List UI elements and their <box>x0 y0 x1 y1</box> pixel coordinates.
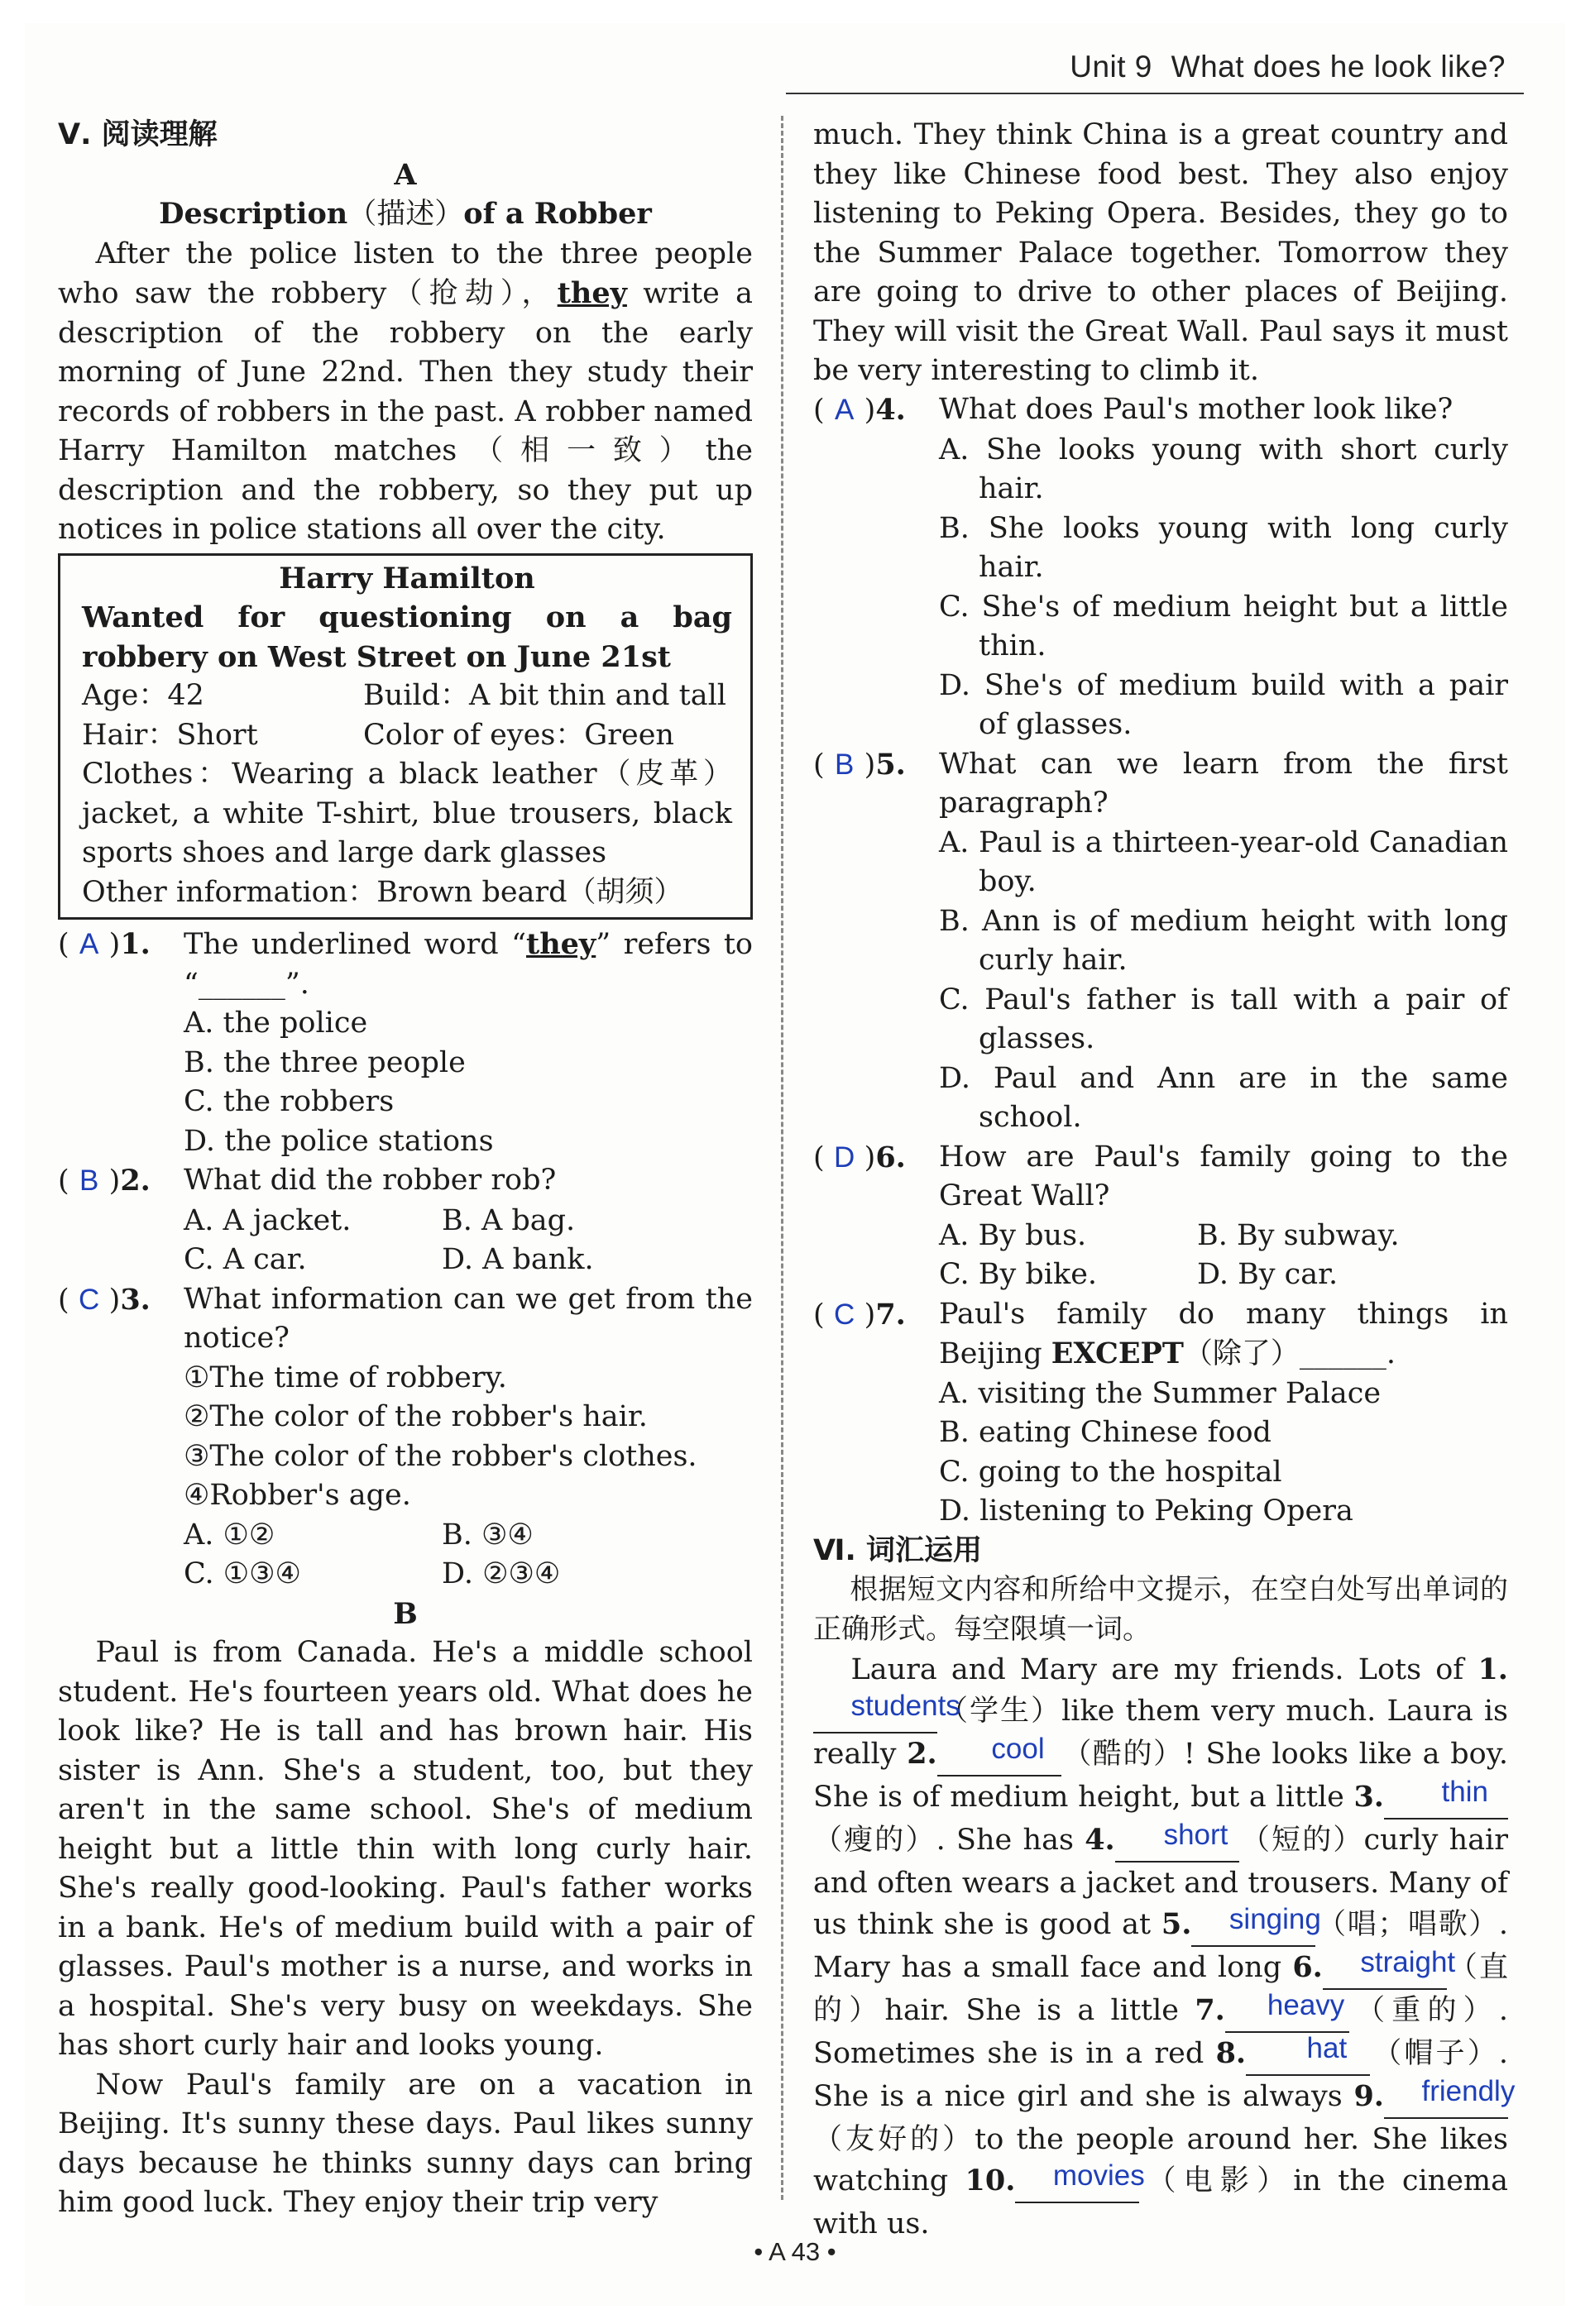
blank-number: 4. <box>1085 1823 1115 1857</box>
option: A. She looks young with short curly hair. <box>939 433 1508 505</box>
vocab-text: （直的）hair. She is a little <box>813 1951 1508 2027</box>
right-column <box>813 116 1516 2245</box>
answer-text: singing <box>1228 1903 1321 1935</box>
answer-3: C <box>79 1283 100 1316</box>
vocab-text: （友好的）to the people around her. She likes watching <box>813 2123 1508 2197</box>
option: A. visiting the Summer Palace <box>939 1376 1382 1410</box>
question-number: 4. <box>875 393 906 427</box>
vocab-text: （重的）. Sometimes she is in a red <box>813 1994 1508 2070</box>
question-2 <box>58 1161 753 1202</box>
notice-build: Build：A bit thin and tall <box>363 679 726 712</box>
notice-row-1 <box>82 677 732 716</box>
option: C. By bike. <box>939 1258 1098 1291</box>
option: C. A car. <box>184 1243 307 1276</box>
unit-label: Unit 9 <box>1070 50 1152 84</box>
answer-5: B <box>834 748 855 781</box>
vocab-text: （帽子）. She is a nice girl and she is always <box>813 2037 1508 2113</box>
option: D. the police stations <box>184 1124 494 1158</box>
notice-other: Other information：Brown beard（胡须） <box>82 875 683 909</box>
page-number: • A 43 • <box>754 2237 836 2266</box>
blank-5[interactable] <box>1191 1903 1321 1947</box>
answer-text: thin <box>1441 1776 1488 1808</box>
info-item: ③The color of the robber's clothes. <box>184 1439 697 1473</box>
title-cn: （描述） <box>347 198 464 231</box>
answer-bracket: ( B )2. <box>58 1161 184 1202</box>
question-number: 7. <box>875 1297 906 1332</box>
option-row <box>58 1516 753 1556</box>
option: C. Paul's father is tall with a pair of glasses. <box>939 983 1508 1055</box>
passage-b-label: B <box>393 1596 418 1631</box>
vocab-text: （瘦的）. She has <box>813 1824 1074 1857</box>
passage-a-text-2: write a description of the robbery on the early morning of June 22nd. Then they study their records of robbers in the past. A robber named Harry Hamilton matches（相一致）the description and the robbery, so they put up notices in police stations all over the city. <box>58 277 754 546</box>
question-number: 1. <box>120 927 151 961</box>
option-row <box>58 1202 753 1241</box>
unit-title: What does he look like? <box>1171 50 1506 84</box>
options <box>813 824 1508 1138</box>
title-rest: of a Robber <box>463 197 652 231</box>
answer-4: A <box>834 394 855 426</box>
answer-text: short <box>1163 1819 1228 1851</box>
passage-b-paragraph-1: Paul is from Canada. He's a middle school student. He's fourteen years old. What does he look like? He is tall and has brown hair. His sister is Ann. She's a student, too, but they aren't in the same school. She's of medium height but a little thin with long curly hair. She's really good-looking. Paul's father works in a bank. He's of medium build with a pair of glasses. Paul's mother is a nurse, and works in a hospital. She's very busy on weekdays. She has short curly hair and looks young. <box>58 1636 753 2062</box>
answer-bracket: ( C )7. <box>813 1295 939 1375</box>
vocab-text: （短的）curly hair and often wears a jacket and trousers. Many of us think she is good at <box>813 1824 1508 1941</box>
option: D. listening to Peking Opera <box>939 1494 1353 1528</box>
question-number: 6. <box>875 1140 906 1174</box>
q7-text-a: Paul's family do many things in Beijing <box>939 1297 1508 1370</box>
option: A. ①② <box>184 1518 275 1552</box>
option: D. A bank. <box>442 1243 594 1276</box>
notice-eyes: Color of eyes：Green <box>363 718 674 752</box>
option: C. She's of medium height but a little thin. <box>939 590 1508 662</box>
option: B. ③④ <box>442 1518 534 1552</box>
answer-bracket: ( A )4. <box>813 390 939 431</box>
answer-bracket: ( A )1. <box>58 925 184 1004</box>
option: D. By car. <box>1197 1258 1339 1291</box>
question-6 <box>813 1138 1508 1217</box>
question-text <box>184 925 753 1004</box>
option: A. A jacket. <box>184 1203 352 1237</box>
option: B. By subway. <box>1197 1218 1400 1252</box>
notice-wanted: Wanted for questioning on a bag robbery on West Street on June 21st <box>82 600 732 674</box>
question-text: How are Paul's family going to the Great Wall? <box>939 1140 1508 1212</box>
blank-number: 10. <box>965 2164 1016 2197</box>
blank-number: 7. <box>1195 1993 1225 2027</box>
answer-2: B <box>79 1164 99 1197</box>
q1-text-a: The underlined word “ <box>184 928 527 961</box>
running-header <box>1060 50 1506 84</box>
section-6-instructions: 根据短文内容和所给中文提示，在空白处写出单词的正确形式。每空限填一词。 <box>813 1573 1508 1646</box>
option-row <box>813 1255 1508 1295</box>
vocab-text: （电影）in the cinema with us. <box>813 2164 1508 2240</box>
option: A. Paul is a thirteen-year-old Canadian boy. <box>939 825 1508 898</box>
question-text: What did the robber rob? <box>184 1164 557 1197</box>
option: C. the robbers <box>184 1085 395 1118</box>
section-6-title: Ⅵ. 词汇运用 <box>813 1533 982 1567</box>
passage-b-paragraph-2: Now Paul's family are on a vacation in Beijing. It's sunny these days. Paul likes sunny days because he thinks sunny days can bring him good luck. They enjoy their trip very <box>58 2068 753 2219</box>
option: A. the police <box>184 1007 368 1040</box>
answer-bracket: ( C )3. <box>58 1280 184 1359</box>
question-4 <box>813 390 1508 431</box>
header-rule <box>786 93 1524 94</box>
option-row <box>813 1217 1508 1256</box>
passage-a-paragraph <box>58 235 753 550</box>
answer-text: movies <box>1052 2159 1145 2192</box>
answer-text: straight <box>1360 1946 1456 1978</box>
notice-row-2 <box>82 716 732 756</box>
question-text: What does Paul's mother look like? <box>939 393 1454 426</box>
question-text <box>939 1295 1508 1375</box>
passage-b-continued <box>813 116 1508 390</box>
question-text: What information can we get from the notice? <box>184 1282 753 1355</box>
option: A. By bus. <box>939 1218 1087 1252</box>
underlined-word: they <box>557 276 627 310</box>
blank-1[interactable] <box>813 1690 960 1733</box>
answer-6: D <box>834 1140 855 1174</box>
info-item: ④Robber's age. <box>184 1479 411 1512</box>
question-3 <box>58 1280 753 1359</box>
blank-6[interactable] <box>1323 1946 1456 1990</box>
q7-except: EXCEPT <box>1051 1337 1184 1370</box>
option: D. She's of medium build with a pair of glasses. <box>939 668 1508 741</box>
vocab-text: （酷的）! She looks like a boy. She is of medium height, but a little <box>813 1738 1508 1814</box>
notice-name: Harry Hamilton <box>279 561 535 595</box>
q1-text-b: ” refers to “______”. <box>184 928 754 1001</box>
blank-number: 3. <box>1353 1780 1384 1814</box>
option: B. the three people <box>184 1045 466 1079</box>
answer-text: heavy <box>1267 1989 1345 2021</box>
blank-number: 6. <box>1292 1950 1323 1984</box>
answer-text: friendly <box>1421 2075 1516 2107</box>
passage-b-continued-text: much. They think China is a great country and they like Chinese food best. They also enjoy listening to Peking Opera. Besides, they go to the Summer Palace together. Tomorrow they are going to drive to other places of Beijing. They will visit the Great Wall. Paul says it must be very interesting to climb it. <box>813 118 1508 387</box>
answer-bracket: ( D )6. <box>813 1138 939 1217</box>
blank-2[interactable] <box>937 1733 1061 1776</box>
option: B. A bag. <box>442 1203 576 1237</box>
blank-7[interactable] <box>1225 1990 1349 2033</box>
option: D. ②③④ <box>442 1557 561 1590</box>
wanted-notice <box>58 553 753 921</box>
blank-number: 9. <box>1353 2079 1384 2113</box>
option: B. Ann is of medium height with long curly hair. <box>939 904 1508 977</box>
question-number: 3. <box>120 1282 151 1317</box>
q7-text-b: （除了）______. <box>1183 1337 1396 1370</box>
q1-word: they <box>526 927 596 961</box>
question-7 <box>813 1295 1508 1375</box>
question-5 <box>813 745 1508 824</box>
blank-number: 5. <box>1161 1907 1192 1941</box>
passage-a-title <box>58 194 753 235</box>
blank-9[interactable] <box>1384 2075 1516 2119</box>
blank-8[interactable] <box>1246 2033 1370 2076</box>
blank-4[interactable] <box>1115 1820 1239 1863</box>
question-number: 5. <box>875 747 906 782</box>
options <box>813 431 1508 745</box>
blank-number: 2. <box>907 1737 937 1771</box>
option: B. eating Chinese food <box>939 1416 1272 1449</box>
notice-hair: Hair：Short <box>82 718 258 752</box>
answer-text: hat <box>1306 2032 1348 2064</box>
column-divider <box>781 116 783 2200</box>
answer-7: C <box>834 1298 855 1331</box>
answer-text: cool <box>991 1733 1045 1765</box>
section-5-title: Ⅴ. 阅读理解 <box>58 118 218 151</box>
vocab-text: （学生）like them very much. Laura is really <box>813 1695 1508 1771</box>
title-en: Description <box>159 197 348 231</box>
option: C. ①③④ <box>184 1557 301 1590</box>
option: D. Paul and Ann are in the same school. <box>939 1061 1508 1134</box>
notice-clothes: Clothes：Wearing a black leather（皮革）jacket, a white T-shirt, blue trousers, black sports shoes and large dark glasses <box>82 758 732 869</box>
blank-10[interactable] <box>1015 2159 1145 2203</box>
option-row <box>58 1241 753 1280</box>
blank-number: 1. <box>1477 1652 1508 1686</box>
blank-3[interactable] <box>1384 1776 1508 1820</box>
option: C. going to the hospital <box>939 1455 1282 1489</box>
vocab-passage <box>813 1649 1516 2245</box>
answer-bracket: ( B )5. <box>813 745 939 824</box>
info-item: ①The time of robbery. <box>184 1360 507 1394</box>
vocab-text: （唱；唱歌）. Mary has a small face and long <box>813 1908 1508 1984</box>
left-column <box>58 116 753 2223</box>
passage-a-text-1: After the police listen to the three people who saw the robbery（抢劫）， <box>58 237 753 310</box>
question-number: 2. <box>120 1164 151 1198</box>
answer-1: A <box>79 928 99 960</box>
info-item: ②The color of the robber's hair. <box>184 1400 648 1433</box>
blank-number: 8. <box>1215 2036 1247 2070</box>
option-row <box>58 1555 753 1595</box>
passage-a-label: A <box>394 157 417 192</box>
option: B. She looks young with long curly hair. <box>939 511 1508 584</box>
question-1 <box>58 925 753 1004</box>
answer-text: students <box>850 1690 960 1722</box>
vocab-text: Laura and Mary are my friends. Lots of <box>850 1653 1464 1686</box>
notice-age: Age：42 <box>82 679 204 712</box>
question-text: What can we learn from the first paragraph? <box>939 747 1508 820</box>
